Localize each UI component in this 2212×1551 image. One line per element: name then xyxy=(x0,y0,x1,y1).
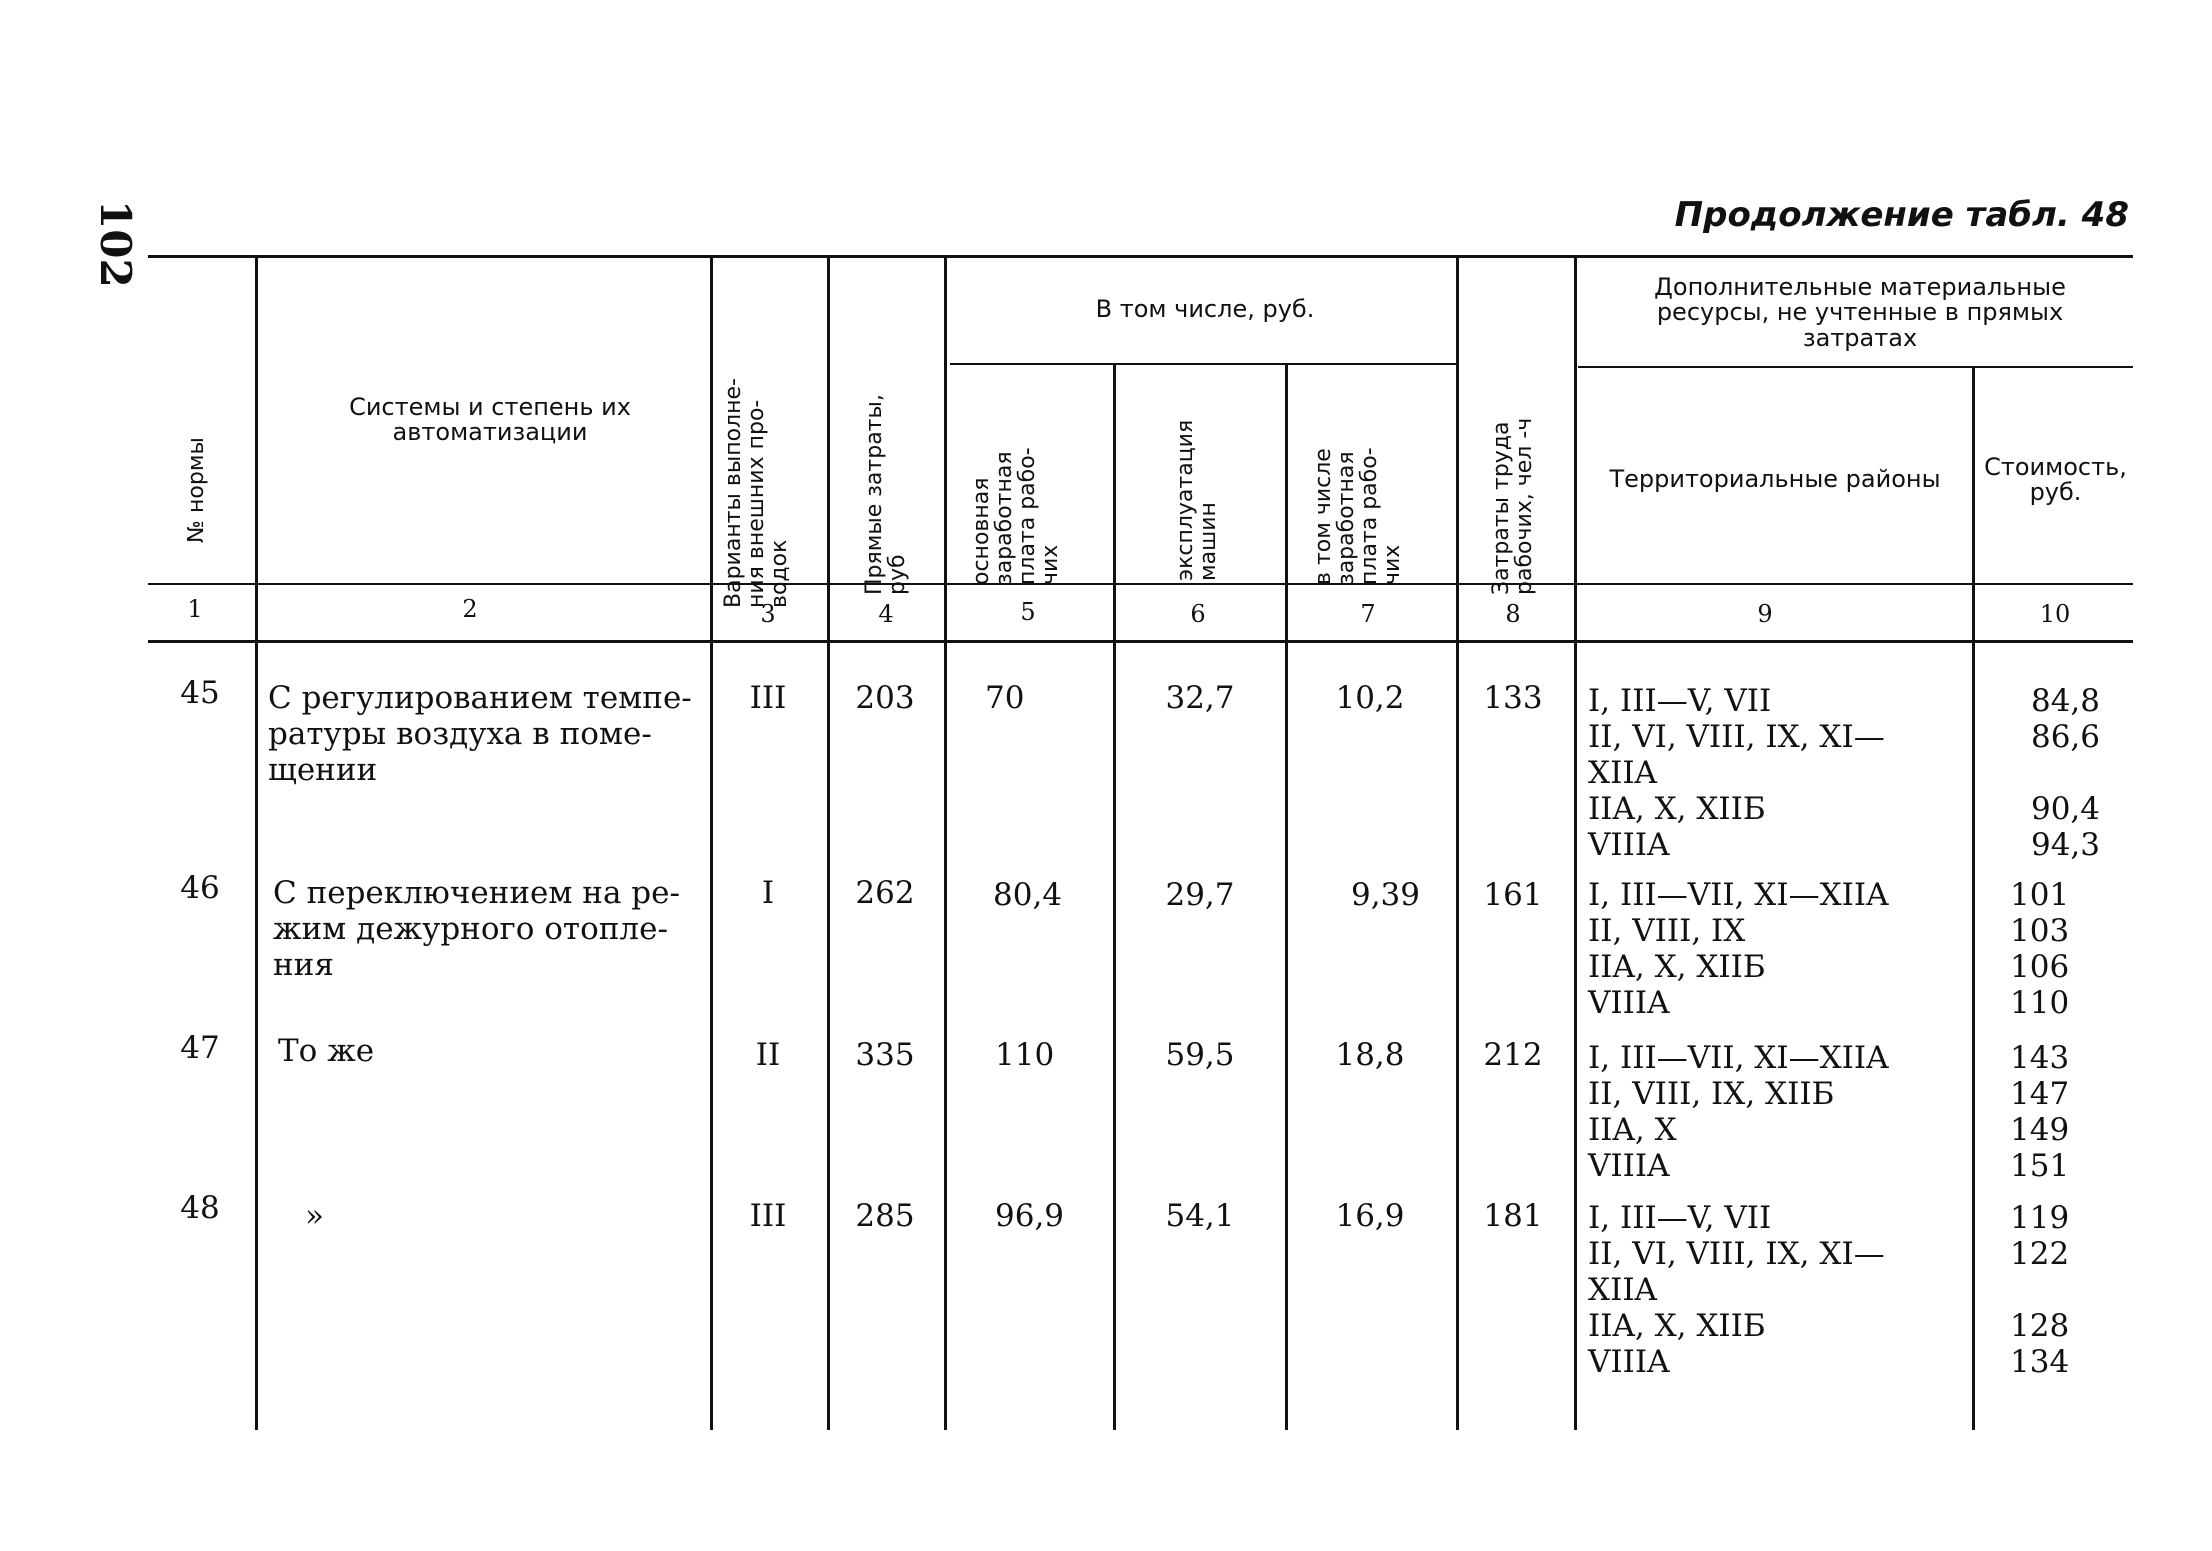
header-regions: Территориальные районы xyxy=(1609,465,1941,494)
header-variants: Варианты выполне- ния внешних про- водок xyxy=(721,378,793,608)
col-divider-7 xyxy=(1456,258,1459,1430)
header-direct-costs: Прямые затраты, руб xyxy=(862,394,911,595)
cost: 143 147 149 151 xyxy=(2010,1040,2070,1184)
incl-wage: 10,2 xyxy=(1335,680,1405,716)
base-wage: 110 xyxy=(995,1037,1055,1073)
machine-operation: 29,7 xyxy=(1165,877,1235,913)
norm-number: 47 xyxy=(180,1030,220,1066)
labor-costs: 133 xyxy=(1483,680,1543,716)
col-divider-4 xyxy=(944,258,947,1430)
territorial-regions: I, III—VII, XI—XIIA II, VIII, IX, XIIБ IIA, X VIIIA xyxy=(1588,1040,1889,1184)
colnum-bottom-rule xyxy=(148,640,2133,643)
direct-costs: 285 xyxy=(855,1198,915,1234)
column-number-2: 2 xyxy=(462,595,478,623)
col-divider-5 xyxy=(1113,365,1116,1430)
norm-number: 45 xyxy=(180,675,220,711)
territorial-regions: I, III—VII, XI—XIIA II, VIII, IX IIA, X, XIIБ VIIIA xyxy=(1588,877,1889,1021)
group-910-rule xyxy=(1578,366,2133,368)
incl-wage: 16,9 xyxy=(1335,1198,1405,1234)
territorial-regions: I, III—V, VII II, VI, VIII, IX, XI— XIIA IIA, X, XIIБ VIIIA xyxy=(1588,683,1885,863)
base-wage: 96,9 xyxy=(995,1198,1065,1234)
cost: 119 122 128 134 xyxy=(2010,1200,2070,1380)
top-rule xyxy=(148,255,2133,258)
table-caption: Продолжение табл. 48 xyxy=(1674,195,2129,235)
col-divider-2 xyxy=(710,258,713,1430)
norm-number: 46 xyxy=(180,870,220,906)
system-description: » xyxy=(305,1198,324,1234)
column-number-6: 6 xyxy=(1190,600,1206,628)
column-number-1: 1 xyxy=(187,595,203,623)
direct-costs: 203 xyxy=(855,680,915,716)
territorial-regions: I, III—V, VII II, VI, VIII, IX, XI— XIIA IIA, X, XIIБ VIIIA xyxy=(1588,1200,1885,1380)
variant: II xyxy=(755,1037,781,1073)
direct-costs: 335 xyxy=(855,1037,915,1073)
column-number-3: 3 xyxy=(760,600,776,628)
col-divider-8 xyxy=(1574,258,1577,1430)
column-number-10: 10 xyxy=(2039,600,2071,628)
column-number-4: 4 xyxy=(878,600,894,628)
incl-wage: 18,8 xyxy=(1335,1037,1405,1073)
col-divider-1 xyxy=(255,255,258,1430)
header-labor-costs: Затраты труда рабочих, чел -ч xyxy=(1489,417,1538,595)
labor-costs: 212 xyxy=(1483,1037,1543,1073)
page-number: 102 xyxy=(91,200,140,288)
machine-operation: 32,7 xyxy=(1165,680,1235,716)
direct-costs: 262 xyxy=(855,875,915,911)
norm-number: 48 xyxy=(180,1190,220,1226)
variant: III xyxy=(749,1198,787,1234)
column-number-9: 9 xyxy=(1757,600,1773,628)
system-description: С регулированием темпе- ратуры воздуха в поме- щении xyxy=(268,680,692,788)
header-group-additional: Дополнительные материальные ресурсы, не учтенные в прямых затратах xyxy=(1654,273,2066,352)
base-wage: 80,4 xyxy=(993,877,1063,913)
cost: 84,8 86,6 90,4 94,3 xyxy=(2030,683,2100,863)
variant: I xyxy=(761,875,775,911)
incl-wage: 9,39 xyxy=(1350,877,1420,913)
header-incl-wage: в том числе заработная плата рабо- чих xyxy=(1311,447,1406,585)
header-bottom-rule xyxy=(148,583,2133,585)
col-divider-6 xyxy=(1285,365,1288,1430)
cost: 101 103 106 110 xyxy=(2010,877,2070,1021)
column-number-5: 5 xyxy=(1020,598,1036,626)
header-machine-operation: эксплуатация машин xyxy=(1173,419,1222,581)
labor-costs: 181 xyxy=(1483,1198,1543,1234)
header-systems: Системы и степень их автоматизации xyxy=(349,392,631,446)
header-base-wage: основная заработная плата рабо- чих xyxy=(969,447,1064,585)
machine-operation: 59,5 xyxy=(1165,1037,1235,1073)
labor-costs: 161 xyxy=(1483,877,1543,913)
group-567-rule xyxy=(950,363,1456,365)
system-description: То же xyxy=(278,1033,375,1069)
base-wage: 70 xyxy=(985,680,1025,716)
variant: III xyxy=(749,680,787,716)
header-cost: Стоимость, руб. xyxy=(1984,452,2127,506)
column-number-7: 7 xyxy=(1360,600,1376,628)
header-norm-number: № нормы xyxy=(184,437,209,543)
column-number-8: 8 xyxy=(1505,600,1521,628)
machine-operation: 54,1 xyxy=(1165,1198,1235,1234)
col-divider-3 xyxy=(827,258,830,1430)
header-group-including: В том числе, руб. xyxy=(1095,295,1315,324)
system-description: С переключением на ре- жим дежурного отопле- ния xyxy=(273,875,680,983)
